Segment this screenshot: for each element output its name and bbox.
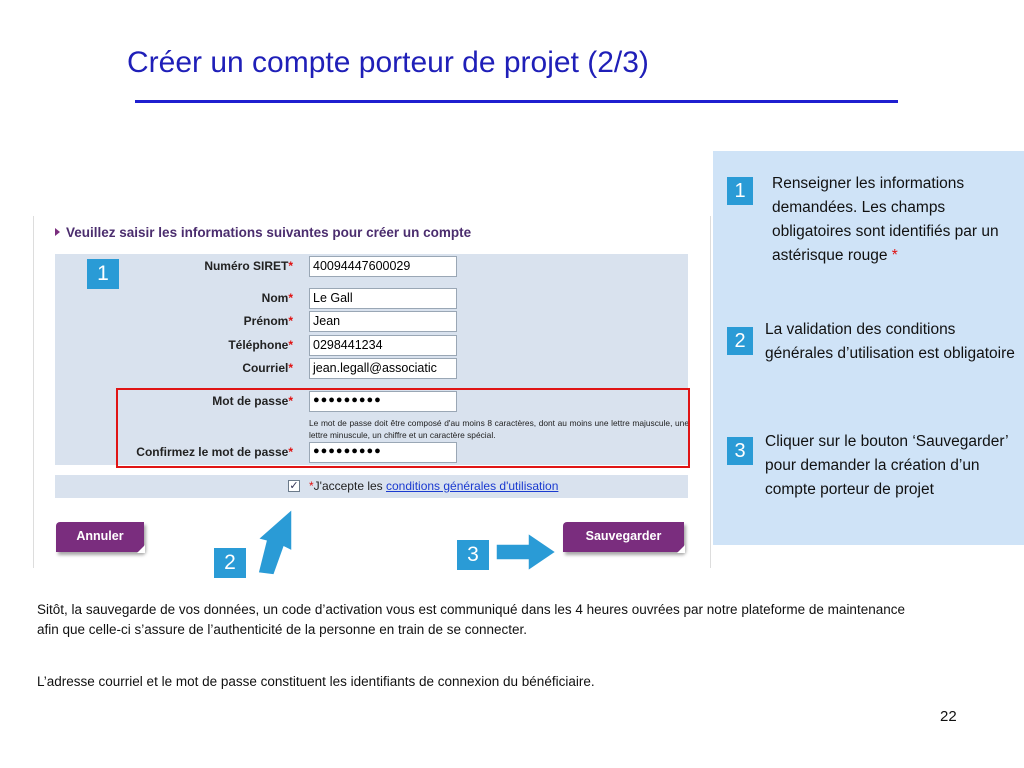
step-3-text: Cliquer sur le bouton ‘Sauvegarder’ pour demander la création d’un compte porteur de projet (765, 433, 1008, 498)
cgu-link[interactable]: conditions générales d'utilisation (386, 479, 559, 493)
step-1-text (772, 172, 1012, 268)
cgu-label (309, 479, 558, 493)
required-mark: * (288, 445, 293, 459)
required-mark: * (288, 314, 293, 328)
telephone-label-text: Téléphone (228, 338, 289, 352)
siret-input[interactable]: 40094447600029 (309, 256, 457, 277)
arrow-right-icon (494, 530, 558, 574)
password-input[interactable]: ●●●●●●●●● (309, 391, 457, 412)
telephone-label (53, 338, 293, 352)
required-mark: * (288, 394, 293, 408)
required-mark: * (288, 361, 293, 375)
title-underline (135, 100, 898, 103)
red-asterisk: * (891, 247, 898, 264)
step-3-number: 3 (727, 437, 753, 465)
save-button[interactable]: Sauvegarder (563, 522, 684, 552)
cancel-button[interactable]: Annuler (56, 522, 144, 552)
courriel-label-text: Courriel (242, 361, 289, 375)
password-highlight-frame (116, 388, 690, 468)
form-heading-text: Veuillez saisir les informations suivantes pour créer un compte (66, 225, 472, 240)
nom-input[interactable]: Le Gall (309, 288, 457, 309)
page-number: 22 (940, 708, 957, 725)
courriel-label (53, 361, 293, 375)
step-2-number: 2 (727, 327, 753, 355)
prenom-label (53, 314, 293, 328)
step-1-number: 1 (727, 177, 753, 205)
form-heading (55, 225, 471, 240)
courriel-input[interactable]: jean.legall@associatic (309, 358, 457, 379)
password-hint: Le mot de passe doit être composé d'au moins 8 caractères, dont au moins une lettre majuscule, une lettre minuscule, un chiffre et un caractère spécial. (309, 418, 689, 440)
nom-label-text: Nom (261, 291, 289, 305)
caret-right-icon (55, 228, 60, 236)
cgu-prefix: J'accepte les (313, 479, 386, 493)
nom-label (53, 291, 293, 305)
prenom-input[interactable]: Jean (309, 311, 457, 332)
required-mark: * (288, 259, 293, 273)
telephone-input[interactable]: 0298441234 (309, 335, 457, 356)
required-mark: * (309, 479, 314, 493)
password-label-text: Mot de passe (212, 394, 289, 408)
slide-title: Créer un compte porteur de projet (2/3) (127, 46, 649, 79)
confirm-password-input[interactable]: ●●●●●●●●● (309, 442, 457, 463)
required-mark: * (288, 291, 293, 305)
step-1-body: Renseigner les informations demandées. Les champs obligatoires sont identifiés par un astérisque rouge (772, 175, 999, 264)
cgu-checkbox[interactable]: ✓ (289, 479, 299, 492)
marker-2: 2 (214, 548, 246, 578)
note-paragraph-2: L’adresse courriel et le mot de passe constituent les identifiants de connexion du bénéficiaire. (37, 674, 595, 689)
siret-label-text: Numéro SIRET (204, 259, 289, 273)
marker-3: 3 (457, 540, 489, 570)
arrow-up-right-icon (252, 505, 302, 575)
prenom-label-text: Prénom (243, 314, 289, 328)
step-2-text: La validation des conditions générales d’utilisation est obligatoire (765, 321, 1015, 362)
confirm-password-label-text: Confirmez le mot de passe (136, 445, 289, 459)
marker-1: 1 (87, 259, 119, 289)
note-paragraph-1: Sitôt, la sauvegarde de vos données, un code d’activation vous est communiqué dans les 4 heures ouvrées par notre plateforme de maintenance afin que celle-ci s’assure de l’authenticité de la personne en train de se connecter. (37, 602, 905, 637)
required-mark: * (288, 338, 293, 352)
